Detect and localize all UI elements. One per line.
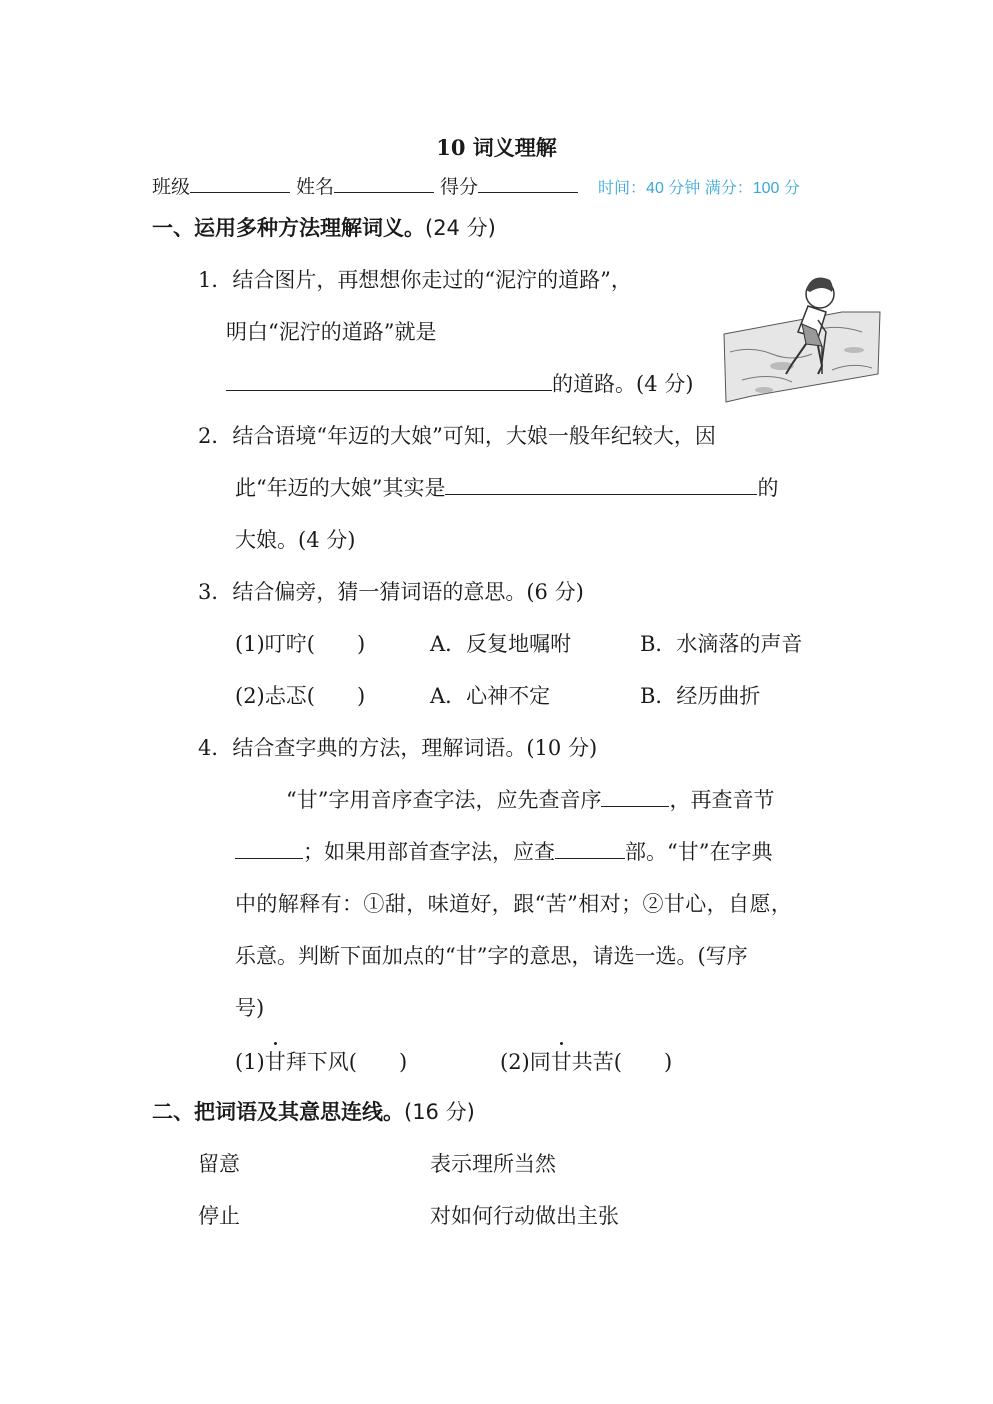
q1-line1: 1．结合图片，再想想你走过的“泥泞的道路”， — [198, 268, 632, 292]
name-blank[interactable] — [334, 174, 434, 193]
q1-line3-suffix: 的道路。(4 分) — [552, 372, 694, 396]
match-meaning-2[interactable]: 对如何行动做出主张 — [430, 1204, 619, 1228]
q4-sub1-dotted-char: 甘 — [265, 1046, 286, 1076]
match-meaning-1[interactable]: 表示理所当然 — [430, 1152, 556, 1176]
q4-sub1-post: 拜下风( ) — [285, 1050, 408, 1074]
q2-line2-prefix: 此“年迈的大娘”其实是 — [235, 476, 446, 500]
q4-line2-b: ，再查音节 — [669, 788, 775, 812]
q4-sub2-pre: (2)同 — [500, 1050, 551, 1074]
class-blank[interactable] — [190, 174, 290, 193]
q4-line3 — [235, 836, 772, 866]
section2-points: (16 分) — [404, 1100, 475, 1124]
match-word-2[interactable]: 停止 — [198, 1204, 240, 1228]
q3-line1: 3．结合偏旁，猜一猜词语的意思。(6 分) — [198, 580, 584, 604]
q4-sub2-dotted-char: 甘 — [551, 1046, 572, 1076]
match-word-1[interactable]: 留意 — [198, 1152, 240, 1176]
q4-line3-b: 部。“甘”在字典 — [625, 840, 773, 864]
section2-heading — [152, 1096, 475, 1126]
q3-item1-word: (1)叮咛( ) — [235, 632, 366, 656]
score-blank[interactable] — [478, 174, 578, 193]
section1-points: (24 分) — [425, 216, 496, 240]
q4-line5: 乐意。判断下面加点的“甘”字的意思，请选一选。(写序 — [235, 944, 748, 968]
class-label: 班级 — [152, 176, 191, 198]
section2-heading-text: 二、把词语及其意思连线。 — [152, 1100, 404, 1124]
boy-on-muddy-road-illustration — [722, 262, 882, 404]
q1-answer-blank[interactable] — [226, 368, 552, 391]
q3-item2-word: (2)忐忑( ) — [235, 684, 366, 708]
section1-heading — [152, 212, 496, 242]
name-label: 姓名 — [296, 176, 335, 198]
q1-line3 — [226, 368, 693, 398]
q3-item1-option-b: B．水滴落的声音 — [640, 632, 803, 656]
q4-line1: 4．结合查字典的方法，理解词语。(10 分) — [198, 736, 598, 760]
q3-item2-option-b: B．经历曲折 — [640, 684, 761, 708]
q2-line2-suffix: 的 — [757, 476, 779, 500]
q4-radical-blank[interactable] — [555, 836, 625, 859]
page-title: 10 词义理解 — [436, 135, 557, 160]
q4-syllable-blank[interactable] — [235, 836, 303, 859]
header-row — [152, 172, 800, 199]
q4-initial-blank[interactable] — [601, 784, 669, 807]
time-info: 时间：40 分钟 满分：100 分 — [598, 180, 800, 197]
q4-line2-a: “甘”字用音序查字法，应先查音序 — [286, 788, 602, 812]
q4-sub2-post: 共苦( ) — [571, 1050, 673, 1074]
q3-item1-option-a: A．反复地嘱咐 — [430, 632, 572, 656]
q4-line2 — [286, 784, 774, 814]
q4-sub1 — [235, 1046, 407, 1076]
q2-answer-blank[interactable] — [445, 472, 757, 495]
q4-sub2 — [500, 1046, 672, 1076]
q3-item2-option-a: A．心神不定 — [430, 684, 551, 708]
q4-line3-a: ；如果用部首查字法，应查 — [303, 840, 555, 864]
q2-line3: 大娘。(4 分) — [235, 528, 356, 552]
q4-sub1-pre: (1) — [235, 1050, 265, 1074]
q1-line2: 明白“泥泞的道路”就是 — [226, 320, 437, 344]
q4-line4: 中的解释有：①甜，味道好，跟“苦”相对；②甘心，自愿， — [235, 892, 793, 916]
q2-line1: 2．结合语境“年迈的大娘”可知，大娘一般年纪较大，因 — [198, 424, 716, 448]
q4-line6: 号) — [235, 996, 265, 1020]
section1-heading-text: 一、运用多种方法理解词义。 — [152, 216, 425, 240]
score-label: 得分 — [440, 176, 479, 198]
q2-line2 — [235, 472, 778, 502]
